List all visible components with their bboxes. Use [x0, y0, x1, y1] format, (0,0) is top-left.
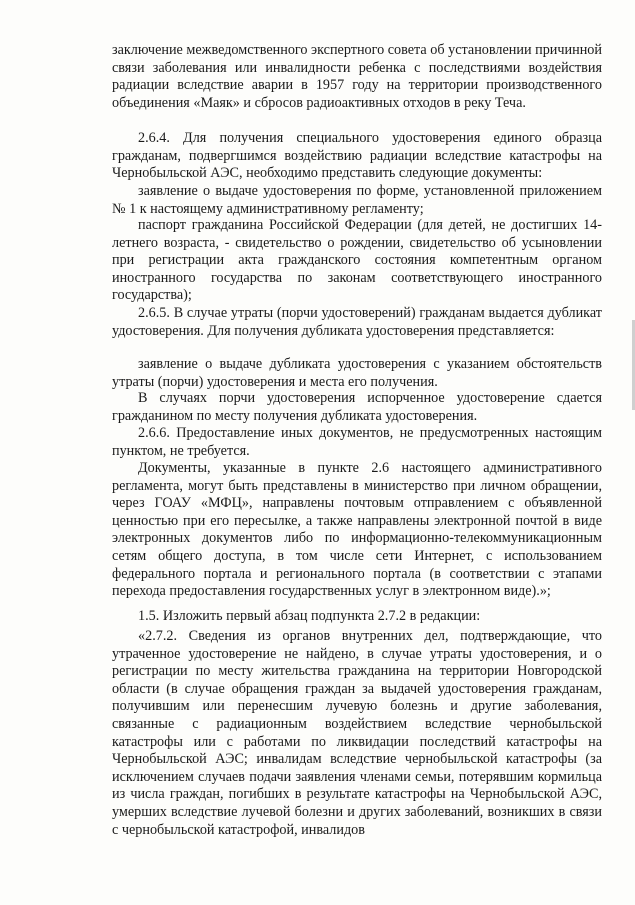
paragraph-1: заключение межведомственного экспертного совета об установлении причинной связи заболевания или инвалидности ребенка с последствиями воздействия радиации вследствие аварии в 1957 году на территории производственного объединения «Маяк» и сбросов радиоактивных отходов в реку Теча. [112, 42, 602, 111]
paragraph-4: паспорт гражданина Российской Федерации (для детей, не достигших 14-летнего возраста, - свидетельство о рождении, свидетельство об усыновлении при регистрации акта гражданского состояния компетентным органом иностранного государства по законам соответствующего иностранного государства); [112, 217, 602, 304]
paragraph-5: 2.6.5. В случае утраты (порчи удостоверений) гражданам выдается дубликат удостоверения. Для получения дубликата удостоверения представляется: [112, 305, 602, 339]
paragraph-10: 1.5. Изложить первый абзац подпункта 2.7.2 в редакции: [138, 608, 481, 624]
paragraph-2: 2.6.4. Для получения специального удостоверения единого образца гражданам, подвергшимся воздействию радиации вследствие катастрофы на Чернобыльской АЭС, необходимо представить следующие документы: [112, 130, 602, 182]
paragraph-7: В случаях порчи удостоверения испорченное удостоверение сдается гражданином по месту получения дубликата удостоверения. [112, 390, 602, 424]
paragraph-8: 2.6.6. Предоставление иных документов, не предусмотренных настоящим пунктом, не требуется. [112, 425, 602, 459]
paragraph-6: заявление о выдаче дубликата удостоверения с указанием обстоятельств утраты (порчи) удостоверения и места его получения. [112, 356, 602, 390]
paragraph-9: Документы, указанные в пункте 2.6 настоящего административного регламента, могут быть представлены в министерство при личном обращении, через ГОАУ «МФЦ», направлены почтовым отправлением с объявленной ценностью при его пересылке, а также направлены электронной почтой в виде электронных документов либо по информационно-телекоммуникационным сетям общего доступа, в том числе сети Интернет, с использованием федерального портала и регионального портала (в соответствии с этапами перехода предоставления государственных услуг в электронном виде).»; [112, 460, 602, 600]
paragraph-11: «2.7.2. Сведения из органов внутренних дел, подтверждающие, что утраченное удостоверение не найдено, в случае утраты удостоверения, и о регистрации по месту жительства гражданина на территории Новгородской области (в случае обращения граждан за выдачей удостоверения гражданам, получившим или перенесшим лучевую болезнь и другие заболевания, связанные с радиационным воздействием вследствие чернобыльской катастрофы или с работами по ликвидации последствий катастрофы на Чернобыльской АЭС; инвалидам вследствие чернобыльской катастрофы (за исключением случаев подачи заявления членами семьи, потерявшим кормильца из числа граждан, погибших в результате катастрофы на Чернобыльской АЭС, умерших вследствие лучевой болезни и других заболеваний, возникших в связи с чернобыльской катастрофой, инвалидов [112, 628, 602, 838]
paragraph-3: заявление о выдаче удостоверения по форме, установленной приложением № 1 к настоящему административному регламенту; [112, 183, 602, 217]
